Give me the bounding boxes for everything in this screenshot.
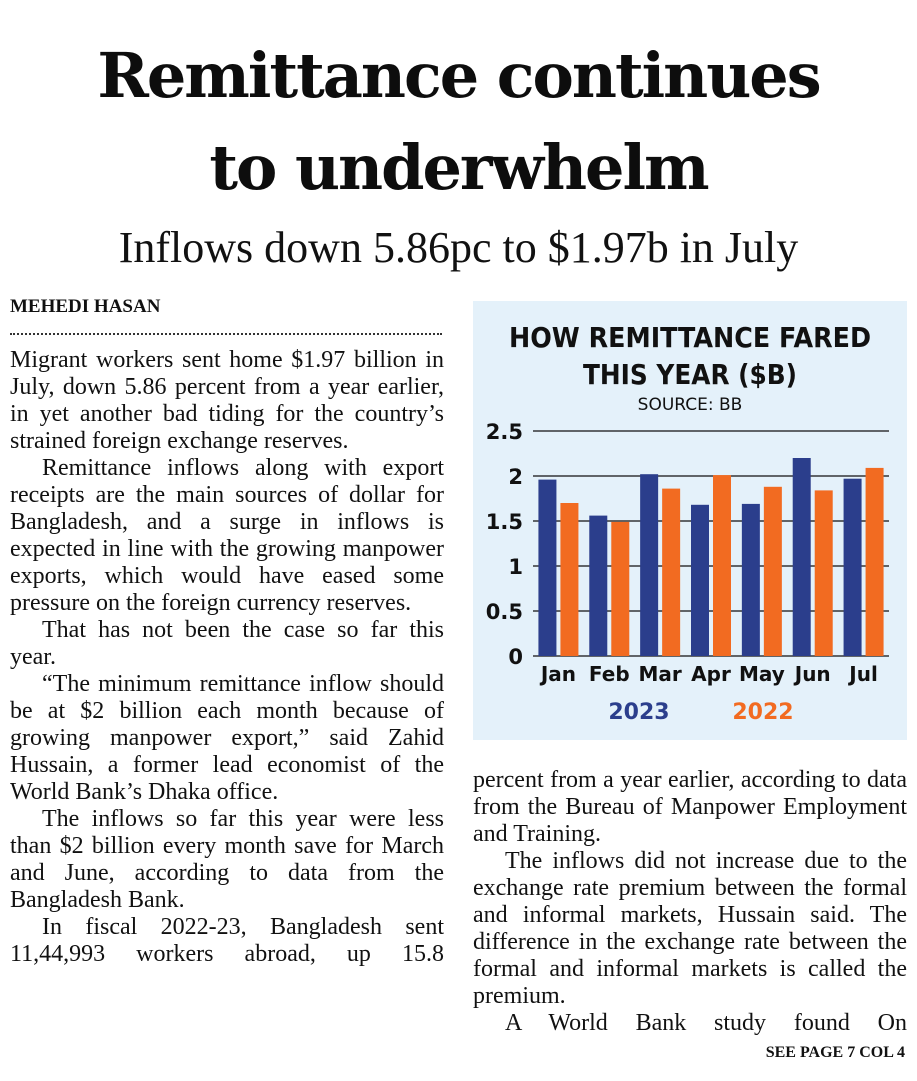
chart-canvas — [473, 301, 907, 740]
x-tick-label: Jan — [540, 662, 577, 686]
y-tick-label: 1.5 — [485, 510, 523, 534]
bar-2023-may — [742, 504, 760, 656]
bar-2022-mar — [662, 489, 680, 656]
bar-2023-apr — [691, 505, 709, 656]
y-tick-label: 2.5 — [485, 420, 523, 444]
byline-divider — [10, 333, 442, 335]
x-tick-label: Apr — [691, 662, 731, 686]
paragraph: The inflows so far this year were less than $2 billion every month save for March and June, according to data from the Bangladesh Bank. — [10, 806, 444, 913]
paragraph: A World Bank study found On — [505, 1010, 907, 1036]
bar-2023-mar — [640, 474, 658, 656]
paragraph: The inflows did not increase due to the exchange rate premium between the formal and informal markets, Hussain said. The difference in the exchange rate between the formal and informal markets is called the premium. — [473, 848, 907, 1009]
bar-2023-feb — [589, 516, 607, 656]
headline-line-1: Remittance continues — [97, 39, 820, 112]
bar-2022-feb — [611, 522, 629, 656]
paragraph: That has not been the case so far this year. — [10, 617, 444, 670]
y-tick-label: 0 — [508, 645, 523, 669]
byline: MEHEDI HASAN — [10, 296, 161, 317]
bar-2023-jun — [793, 458, 811, 656]
paragraph: Migrant workers sent home $1.97 billion in July, down 5.86 percent from a year earlier, in yet another bad tiding for the country’s strained foreign exchange reserves. — [10, 347, 444, 454]
remittance-chart — [473, 301, 907, 740]
x-tick-label: Mar — [638, 662, 682, 686]
bar-2023-jul — [844, 479, 862, 656]
headline-line-2: to underwhelm — [209, 131, 708, 204]
paragraph: Remittance inflows along with export receipts are the main sources of dollar for Bangladesh, and a surge in inflows is expected in line with the growing manpower exports, which would have eased some pressure on the foreign currency reserves. — [10, 455, 444, 616]
article-column-1 — [10, 347, 444, 968]
chart-title-line-1: HOW REMITTANCE FARED — [509, 321, 871, 354]
legend-2023: 2023 — [608, 700, 670, 725]
paragraph: In fiscal 2022-23, Bangladesh sent 11,44,993 workers abroad, up 15.8 — [10, 914, 444, 967]
bar-2022-apr — [713, 475, 731, 656]
headline — [0, 30, 917, 214]
bar-2022-jan — [560, 503, 578, 656]
y-tick-label: 0.5 — [485, 600, 523, 624]
x-tick-label: Jul — [849, 662, 878, 686]
chart-title-line-2: THIS YEAR ($B) — [583, 358, 797, 391]
chart-source: SOURCE: BB — [637, 395, 743, 415]
legend-2022: 2022 — [732, 700, 794, 725]
subheadline: Inflows down 5.86pc to $1.97b in July — [118, 223, 799, 272]
x-tick-label: Jun — [794, 662, 831, 686]
paragraph: percent from a year earlier, according to data from the Bureau of Manpower Employment and Training. — [473, 767, 907, 847]
bar-2022-jul — [866, 468, 884, 656]
bar-2022-may — [764, 487, 782, 656]
paragraph: “The minimum remittance inflow should be at $2 billion each month because of growing manpower export,” said Zahid Hussain, a former lead economist of the World Bank’s Dhaka office. — [10, 671, 444, 805]
x-tick-label: May — [738, 662, 785, 686]
continuation-jump: SEE PAGE 7 COL 4 — [765, 1044, 905, 1061]
y-tick-label: 1 — [508, 555, 523, 579]
x-tick-label: Feb — [588, 662, 630, 686]
bar-2022-jun — [815, 490, 833, 656]
article-column-2 — [473, 767, 907, 1037]
y-tick-label: 2 — [508, 465, 523, 489]
bar-2023-jan — [538, 480, 556, 656]
